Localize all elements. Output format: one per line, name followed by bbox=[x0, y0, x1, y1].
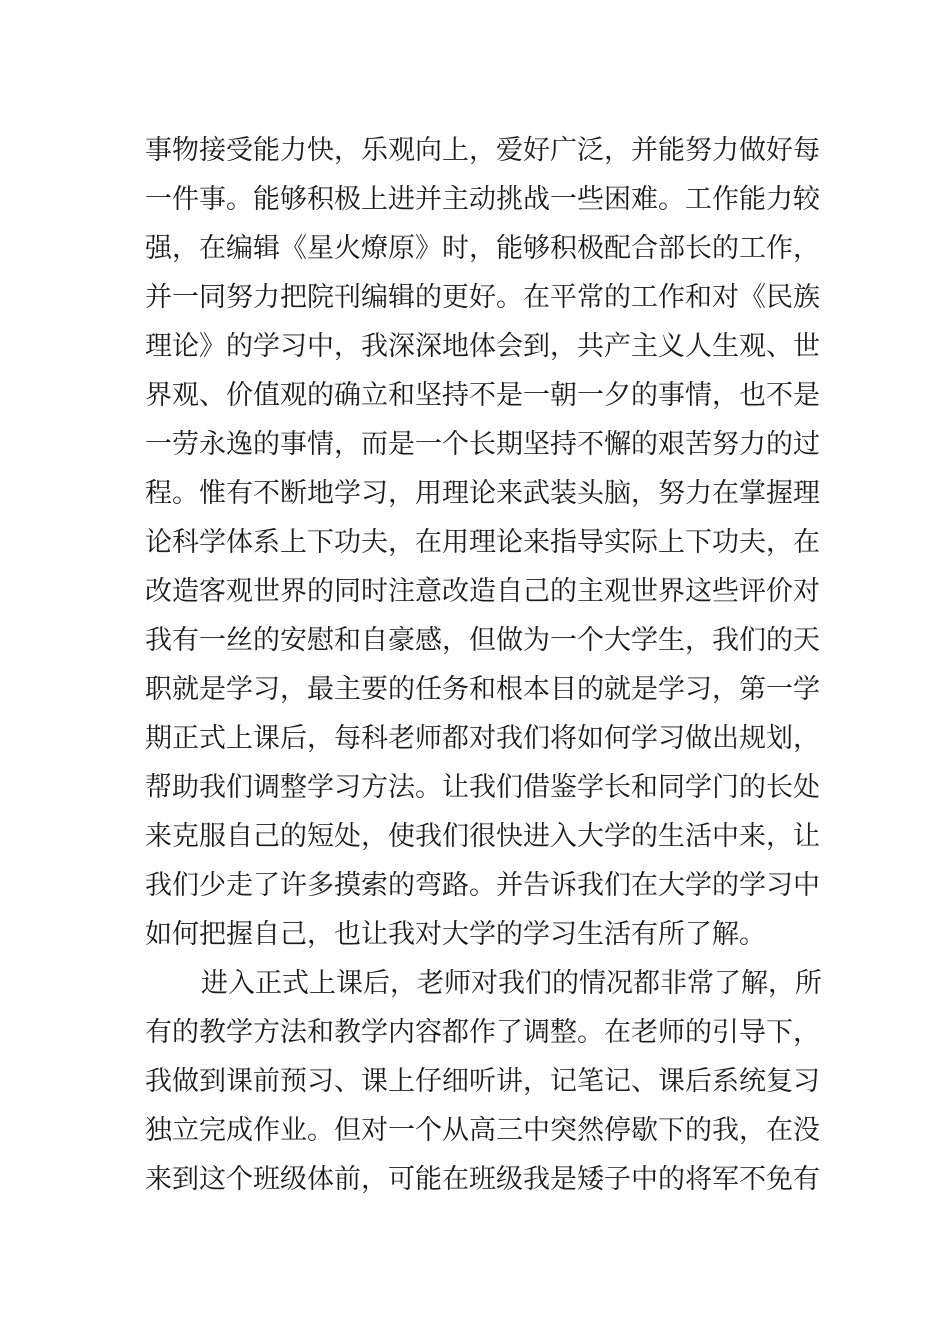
text-line: 来到这个班级体前，可能在班级我是矮子中的将军不免有 bbox=[145, 1164, 820, 1195]
text-line: 期正式上课后，每科老师都对我们将如何学习做出规划， bbox=[145, 723, 820, 754]
text-line: 理论》的学习中，我深深地体会到，共产主义人生观、世 bbox=[145, 331, 820, 362]
text-line: 一件事。能够积极上进并主动挑战一些困难。工作能力较 bbox=[145, 184, 820, 215]
text-line: 论科学体系上下功夫，在用理论来指导实际上下功夫，在 bbox=[145, 527, 820, 558]
text-line: 帮助我们调整学习方法。让我们借鉴学长和同学门的长处 bbox=[145, 772, 820, 803]
text-line: 我有一丝的安慰和自豪感，但做为一个大学生，我们的天 bbox=[145, 625, 820, 656]
text-line: 改造客观世界的同时注意改造自己的主观世界这些评价对 bbox=[145, 576, 820, 607]
text-line: 职就是学习，最主要的任务和根本目的就是学习，第一学 bbox=[145, 674, 820, 705]
text-line: 程。惟有不断地学习，用理论来武装头脑，努力在掌握理 bbox=[145, 478, 820, 509]
text-line: 强，在编辑《星火燎原》时，能够积极配合部长的工作， bbox=[145, 233, 820, 264]
text-line: 有的教学方法和教学内容都作了调整。在老师的引导下， bbox=[145, 1017, 820, 1048]
text-line: 独立完成作业。但对一个从高三中突然停歇下的我，在没 bbox=[145, 1115, 820, 1146]
text-line: 界观、价值观的确立和坚持不是一朝一夕的事情，也不是 bbox=[145, 380, 820, 411]
text-line: 如何把握自己，也让我对大学的学习生活有所了解。 bbox=[145, 919, 766, 950]
text-line: 我做到课前预习、课上仔细听讲，记笔记、课后系统复习 bbox=[145, 1066, 820, 1097]
text-line: 一劳永逸的事情，而是一个长期坚持不懈的艰苦努力的过 bbox=[145, 429, 820, 460]
paragraph-first-line: 进入正式上课后，老师对我们的情况都非常了解，所 bbox=[201, 968, 822, 999]
text-line: 事物接受能力快，乐观向上，爱好广泛，并能努力做好每 bbox=[145, 135, 820, 166]
text-line: 来克服自己的短处，使我们很快进入大学的生活中来，让 bbox=[145, 821, 820, 852]
text-line: 我们少走了许多摸索的弯路。并告诉我们在大学的学习中 bbox=[145, 870, 820, 901]
text-line: 并一同努力把院刊编辑的更好。在平常的工作和对《民族 bbox=[145, 282, 820, 313]
